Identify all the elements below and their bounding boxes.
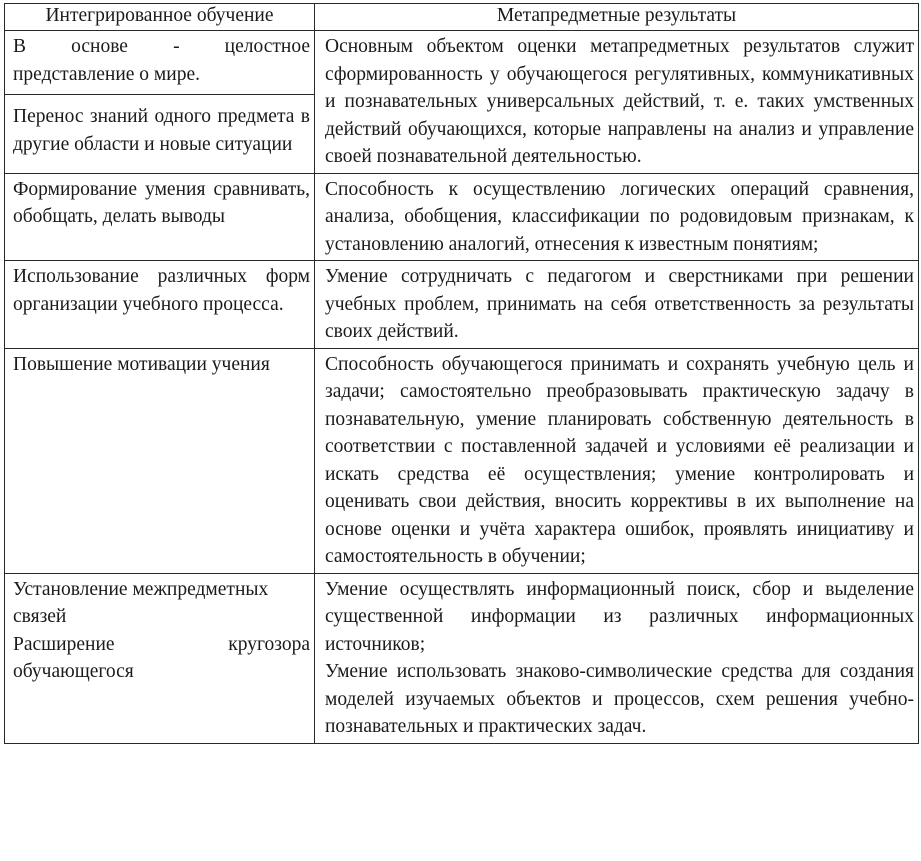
table-cell-right — [315, 31, 919, 174]
cell-text: Способность обучающегося принимать и сохранять учебную цель и задачи; самостоятельно преобразовывать практическую задачу в познавательную, умение планировать собственную деятельность в соответствии с поставленной задачей и условиями её реализации и искать средства её осуществления; умение контролировать и оценивать свои действия, вносить коррективы в их выполнение на основе оценки и учёта характера ошибок, проявлять инициативу и самостоятельность в обучении; — [325, 353, 914, 567]
comparison-table — [4, 3, 919, 744]
table-header-row — [5, 4, 919, 31]
table-row — [5, 261, 919, 349]
cell-text: Использование различных форм организации учебного процесса. — [13, 266, 310, 315]
table-cell-left — [5, 261, 315, 349]
cell-text: Установление межпредметных связей — [13, 578, 269, 627]
cell-text: Основным объектом оценки метапредметных результатов служит сформированность у обучающегося регулятивных, коммуникативных и познавательных универсальных действий, т. е. таких умственных действий обучающихся, которые направлены на анализ и управление своей познавательной деятельностью. — [325, 36, 914, 167]
cell-text: Умение осуществлять информационный поиск, сбор и выделение существенной информации из различных информационных источников; — [325, 578, 914, 655]
table-cell-left — [5, 573, 315, 743]
cell-text: Формирование умения сравнивать, обобщать, делать выводы — [13, 178, 310, 227]
table-cell-left — [5, 348, 315, 573]
cell-text: Умение использовать знаково-символические средства для создания моделей изучаемых объектов и процессов, схем решения учебно-познавательных и практических задач. — [325, 661, 914, 737]
header-metasubject-results: Метапредметные результаты — [315, 4, 919, 31]
table-row — [5, 348, 919, 573]
table-row — [5, 31, 919, 174]
cell-text: Способность к осуществлению логических операций сравнения, анализа, обобщения, классификации по родовидовым признакам, к установлению аналогий, отнесения к известным понятиям; — [325, 178, 914, 255]
table-cell-left — [5, 31, 315, 174]
cell-text: Расширение кругозора обучающегося — [13, 633, 310, 682]
table-cell-right — [315, 173, 919, 261]
cell-text: Перенос знаний одного предмета в другие области и новые ситуации — [13, 106, 310, 155]
table-row — [5, 573, 919, 743]
cell-text: Повышение мотивации учения — [13, 353, 270, 375]
cell-text: Умение сотрудничать с педагогом и сверстниками при решении учебных проблем, принимать на себя ответственность за результаты своих действий. — [325, 266, 914, 342]
header-integrated-learning: Интегрированное обучение — [5, 4, 315, 31]
table-cell-right — [315, 573, 919, 743]
table-cell-left — [5, 173, 315, 261]
table-row — [5, 173, 919, 261]
cell-divider — [5, 94, 314, 95]
table-cell-right — [315, 261, 919, 349]
cell-text: В основе - целостное представление о мире. — [13, 36, 310, 85]
table-cell-right — [315, 348, 919, 573]
